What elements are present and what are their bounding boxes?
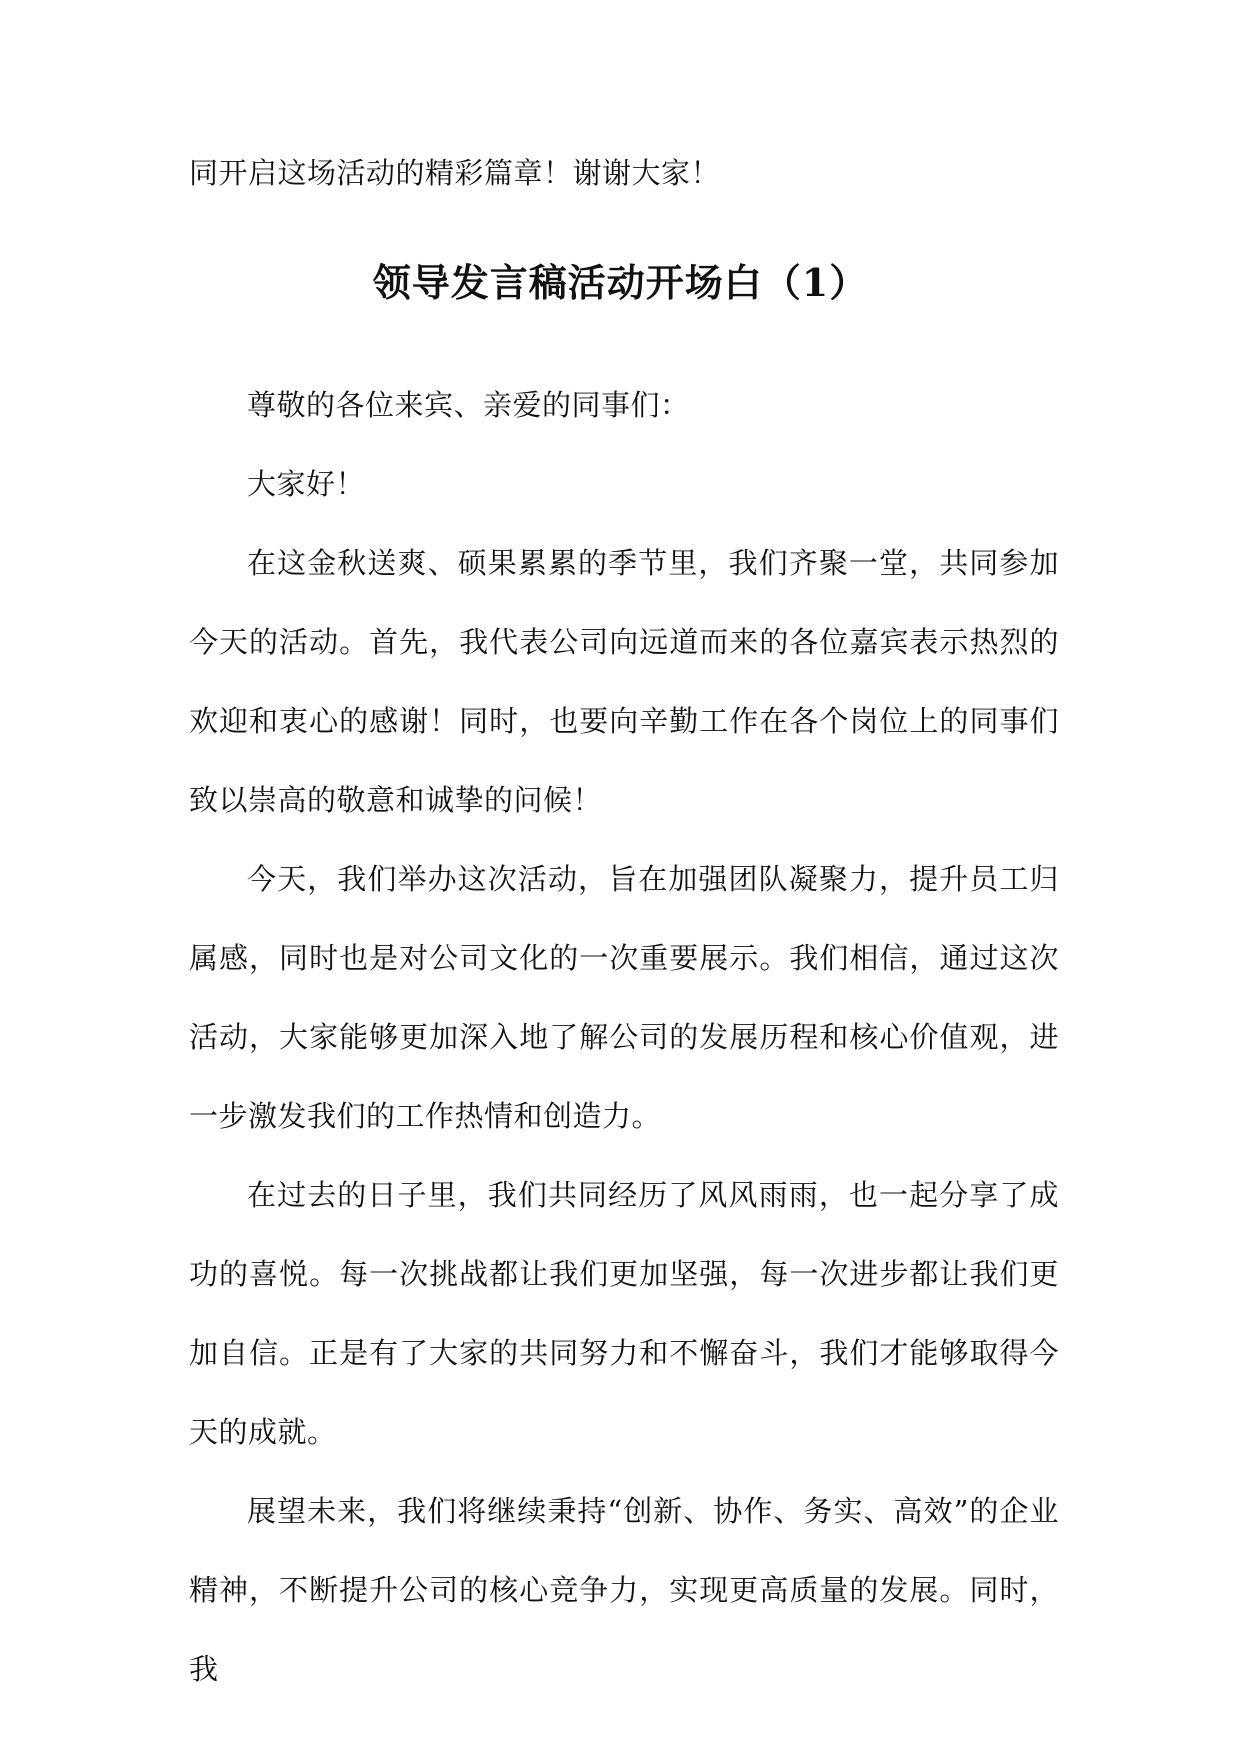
continuation-text: 同开启这场活动的精彩篇章！谢谢大家！ (189, 156, 721, 190)
paragraph: 今天，我们举办这次活动，旨在加强团队凝聚力，提升员工归属感，同时也是对公司文化的一次重要展示。我们相信，通过这次活动，大家能够更加深入地了解公司的发展历程和核心价值观，进一步激发我们的工作热情和创造力。 (189, 862, 1059, 1133)
document-title: 领导发言稿活动开场白（1） (372, 260, 869, 305)
paragraph: 在过去的日子里，我们共同经历了风风雨雨，也一起分享了成功的喜悦。每一次挑战都让我们更加坚强，每一次进步都让我们更加自信。正是有了大家的共同努力和不懈奋斗，我们才能够取得今天的成就。 (189, 1178, 1059, 1449)
paragraph-salutation: 尊敬的各位来宾、亲爱的同事们： (247, 388, 690, 422)
paragraph: 展望未来，我们将继续秉持“创新、协作、务实、高效”的企业精神，不断提升公司的核心竞争力，实现更高质量的发展。同时，我 (189, 1494, 1059, 1686)
document-body (189, 366, 1059, 1709)
paragraph-greeting: 大家好！ (247, 467, 366, 501)
paragraph: 在这金秋送爽、硕果累累的季节里，我们齐聚一堂，共同参加今天的活动。首先，我代表公司向远道而来的各位嘉宾表示热烈的欢迎和衷心的感谢！同时，也要向辛勤工作在各个岗位上的同事们致以崇高的敬意和诚挚的问候！ (189, 546, 1059, 817)
